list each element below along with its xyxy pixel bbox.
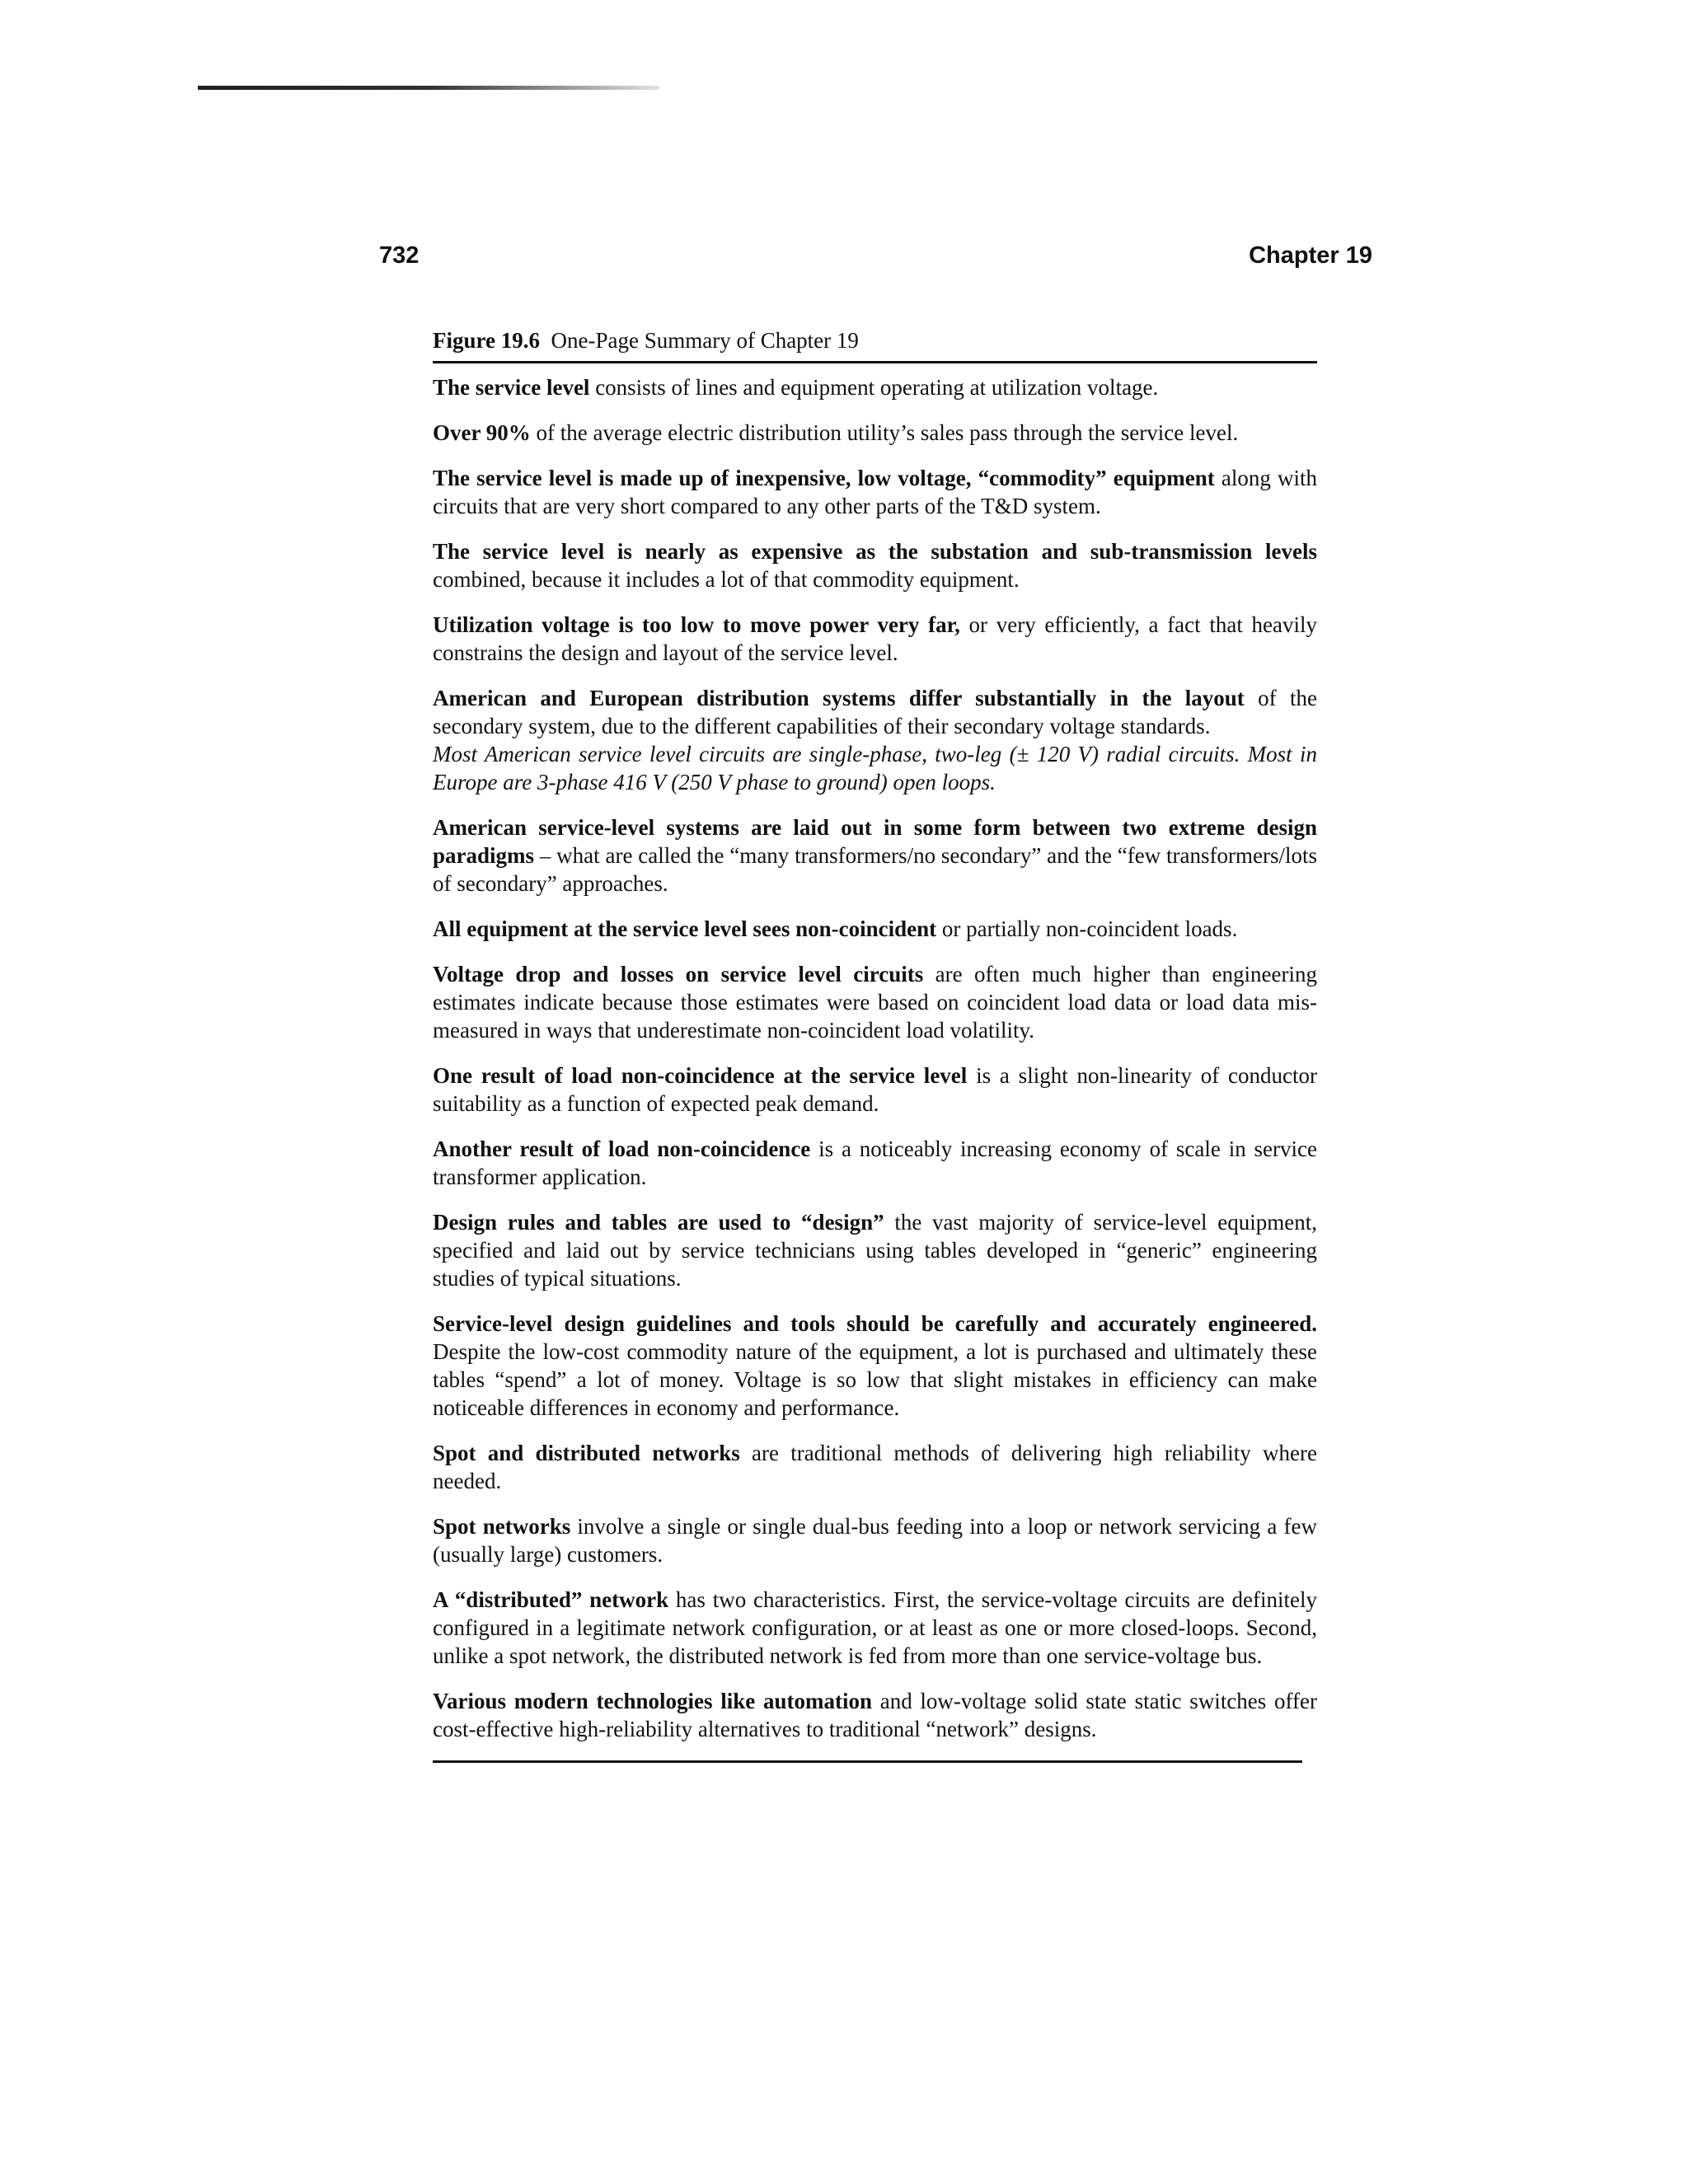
summary-item [433,1687,1317,1743]
item-lead: Utilization voltage is too low to move power very far, [433,612,960,637]
summary-item [433,1310,1317,1422]
item-text: consists of lines and equipment operating at utilization voltage. [589,375,1159,400]
summary-item [433,960,1317,1044]
item-lead: The service level [433,375,590,400]
item-lead: American and European distribution systems differ substantially in the layout [433,686,1245,710]
item-text: has two characteristics. First, the service-voltage circuits are definitely configured in a legitimate network configuration, or at least as one or more closed-loops. Second, unlike a spot network, the distributed network is fed from more than one service-voltage bus. [433,1587,1317,1668]
item-lead: Over 90% [433,420,537,445]
page-number: 732 [379,242,420,269]
item-text: the vast majority of service-level equipment, specified and laid out by service technicians using tables developed in “generic” engineering studies of typical situations. [433,1210,1317,1291]
item-text: are often much higher than engineering estimates indicate because those estimates were based on coincident load data or load data mis-measured in ways that underestimate non-coincident load volatility. [433,962,1317,1043]
item-text: involve a single or single dual-bus feeding into a loop or network servicing a few (usually large) customers. [433,1514,1317,1567]
summary-item [433,537,1317,593]
summary-list [433,363,1317,1743]
summary-item [433,1512,1317,1568]
item-lead: Spot and distributed networks [433,1441,740,1465]
item-lead: Service-level design guidelines and tools should be carefully and accurately engineered. [433,1311,1317,1336]
summary-item [433,1439,1317,1495]
summary-item [433,684,1317,796]
item-lead: Another result of load non-coincidence [433,1137,811,1161]
item-text: and low-voltage solid state static switches offer cost-effective high-reliability alternatives to traditional “network” designs. [433,1689,1317,1741]
item-lead: Design rules and tables are used to “design” [433,1210,884,1235]
item-lead: A “distributed” network [433,1587,669,1612]
bottom-rule [433,1760,1302,1763]
summary-item [433,373,1317,401]
item-lead: Spot networks [433,1514,571,1539]
summary-item [433,1586,1317,1670]
item-lead: American service-level systems are laid out in some form between two extreme design paradigms [433,815,1317,868]
item-lead: All equipment at the service level sees non-coincident [433,916,937,941]
item-text: or very efficiently, a fact that heavily constrains the design and layout of the service level. [433,612,1317,665]
figure-title: One-Page Summary of Chapter 19 [551,328,859,353]
item-lead: The service level is made up of inexpensive, low voltage, “commodity” equipment [433,466,1215,490]
item-lead: Voltage drop and losses on service level circuits [433,962,924,987]
item-italic-note: Most American service level circuits are single-phase, two-leg (± 120 V) radial circuits. Most in Europe are 3-phase 416 V (250 V phase to ground) open loops. [433,742,1317,794]
item-lead: The service level is nearly as expensive as the substation and sub-transmission levels [433,539,1317,564]
summary-item [433,1062,1317,1118]
summary-item [433,419,1317,447]
summary-item [433,1208,1317,1292]
summary-item [433,813,1317,898]
summary-item [433,464,1317,520]
figure-label: Figure 19.6 [433,328,540,353]
summary-figure [433,326,1317,1763]
item-text: of the average electric distribution utility’s sales pass through the service level. [536,420,1239,445]
figure-caption [433,326,1317,363]
item-text: along with circuits that are very short compared to any other parts of the T&D system. [433,466,1317,518]
item-text: of the secondary system, due to the different capabilities of their secondary voltage standards. [433,686,1317,738]
item-lead: One result of load non-coincidence at the service level [433,1063,968,1088]
summary-item [433,611,1317,667]
summary-item [433,1135,1317,1191]
item-text: combined, because it includes a lot of that commodity equipment. [433,567,1020,592]
summary-item [433,915,1317,943]
item-text: or partially non-coincident loads. [936,916,1238,941]
item-lead: Various modern technologies like automation [433,1689,872,1713]
item-text: Despite the low-cost commodity nature of the equipment, a lot is purchased and ultimately these tables “spend” a lot of money. Voltage is so low that slight mistakes in efficiency can make noticeable differences in economy and performance. [433,1339,1317,1420]
item-text: is a noticeably increasing economy of scale in service transformer application. [433,1137,1317,1189]
item-text: are traditional methods of delivering high reliability where needed. [433,1441,1317,1493]
item-text: – what are called the “many transformers/no secondary” and the “few transformers/lots of secondary” approaches. [433,843,1317,896]
scan-artifact-rule [198,86,659,90]
chapter-label: Chapter 19 [1249,242,1372,269]
item-text: is a slight non-linearity of conductor suitability as a function of expected peak demand. [433,1063,1317,1116]
